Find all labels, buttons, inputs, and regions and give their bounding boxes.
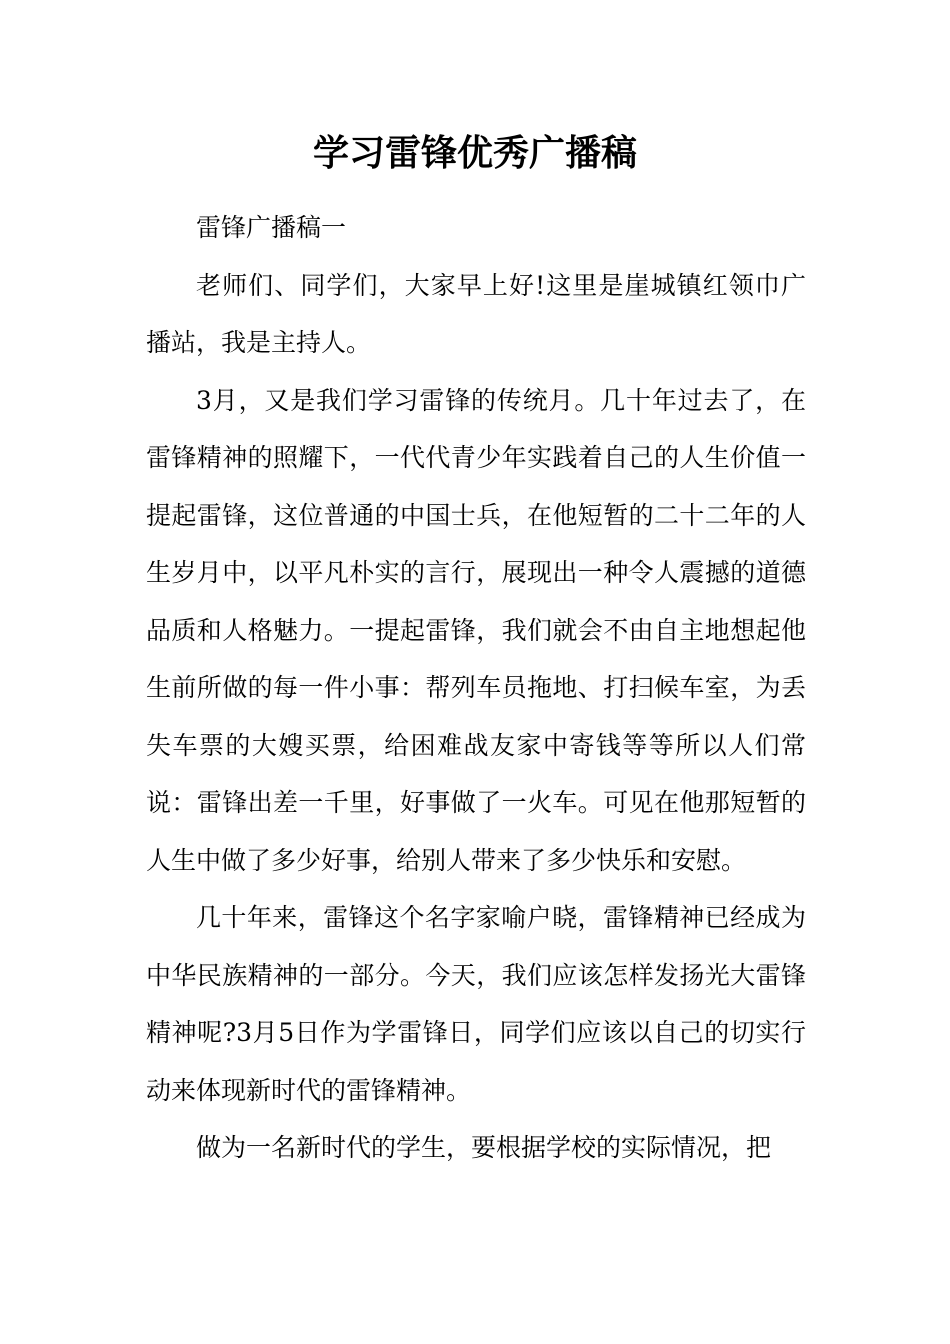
paragraph: 老师们、同学们，大家早上好!这里是崖城镇红领巾广播站，我是主持人。 xyxy=(146,270,806,357)
section-heading: 雷锋广播稿一 xyxy=(196,213,347,242)
paragraph: 3月，又是我们学习雷锋的传统月。几十年过去了，在雷锋精神的照耀下，一代代青少年实践着自己的人生价值一提起雷锋，这位普通的中国士兵，在他短暂的二十二年的人生岁月中，以平凡朴实的言行，展现出一种令人震撼的道德品质和人格魅力。一提起雷锋，我们就会不由自主地想起他生前所做的每一件小事：帮列车员拖地、打扫候车室，为丢失车票的大嫂买票，给困难战友家中寄钱等等所以人们常说：雷锋出差一千里，好事做了一火车。可见在他那短暂的人生中做了多少好事，给别人带来了多少快乐和安慰。 xyxy=(146,385,806,875)
document-body xyxy=(146,199,806,1177)
paragraph: 做为一名新时代的学生，要根据学校的实际情况，把 xyxy=(196,1133,772,1162)
document-title: 学习雷锋优秀广播稿 xyxy=(312,132,637,174)
paragraph: 几十年来，雷锋这个名字家喻户晓，雷锋精神已经成为中华民族精神的一部分。今天，我们应该怎样发扬光大雷锋精神呢?3月5日作为学雷锋日，同学们应该以自己的切实行动来体现新时代的雷锋精神。 xyxy=(146,903,806,1105)
